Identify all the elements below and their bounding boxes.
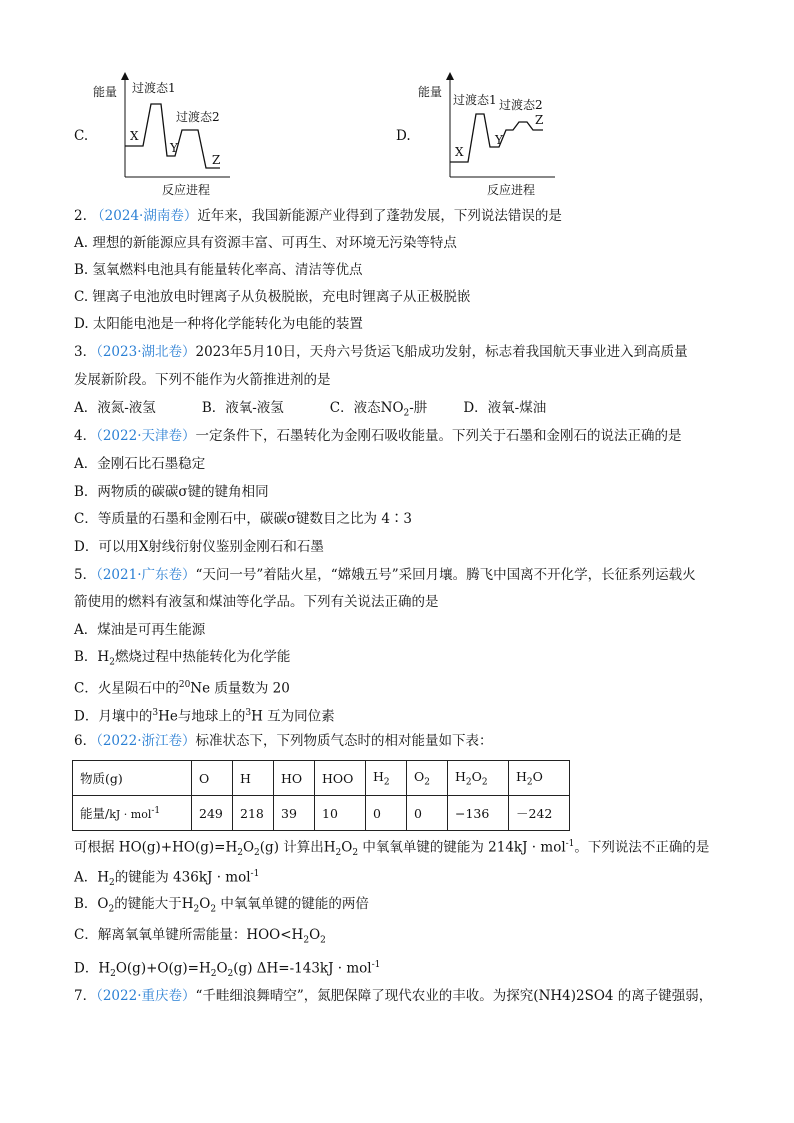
question-3-stem: 3．（2023·湖北卷）2023年5月10日，天舟六号货运飞船成功发射，标志着我国航天事业进入到高质量 <box>74 344 688 360</box>
table-header-cell: 物质(g) <box>73 761 192 796</box>
question-source: （2021·广东卷） <box>96 567 196 583</box>
question-7-stem: 7．（2022·重庆卷）“千畦细浪舞晴空”，氮肥保障了现代农业的丰收。为探究(NH4)2SO4 的离子键强弱， <box>74 988 713 1004</box>
q4-option-a: A．金刚石比石墨稳定 <box>74 456 206 472</box>
option-d-label: D. <box>396 128 411 144</box>
table-cell: $H_2O_2$ <box>448 761 509 796</box>
x-label: X <box>130 129 139 143</box>
table-cell: 249 <box>192 796 233 831</box>
q4-option-b: B．两物质的碳碳σ键的键角相同 <box>74 484 269 500</box>
table-cell: HO <box>274 761 315 796</box>
question-5-stem: 5．（2021·广东卷）“天问一号”着陆火星，“嫦娥五号”采回月壤。腾飞中国离不开化学，长征系列运载火 <box>74 567 696 583</box>
energy-diagram-d <box>415 72 565 197</box>
ts2-label: 过渡态2 <box>176 110 220 124</box>
q6-option-a: A．$H_2$的键能为 436kJ · mol$^{-1}$ <box>74 869 260 889</box>
table-cell: 218 <box>233 796 274 831</box>
table-cell: －242 <box>509 796 570 831</box>
table-cell: $H_2$ <box>366 761 407 796</box>
q2-option-b: B. 氢氧燃料电池具有能量转化率高、清洁等优点 <box>74 262 363 278</box>
question-source: （2023·湖北卷） <box>96 344 196 360</box>
table-cell: $O_2$ <box>407 761 448 796</box>
q2-option-a: A. 理想的新能源应具有资源丰富、可再生、对环境无污染等特点 <box>74 235 457 251</box>
question-4-stem: 4．（2022·天津卷）一定条件下，石墨转化为金刚石吸收能量。下列关于石墨和金刚石的说法正确的是 <box>74 428 682 444</box>
energy-diagram-c <box>90 72 240 197</box>
q4-option-d: D．可以用X射线衍射仪鉴别金刚石和石墨 <box>74 539 324 555</box>
energy-table <box>72 760 570 831</box>
q6-text: 可根据 $HO(g)+HO(g)=H_2O_2(g)$ 计算出$H_2O_2$ 中氧氧单键的键能为 214kJ · mol$^{-1}$。下列说法不正确的是 <box>74 839 710 859</box>
table-cell: H <box>233 761 274 796</box>
y-axis-label: 能量 <box>418 85 443 99</box>
q5-option-b: B．$H_2$燃烧过程中热能转化为化学能 <box>74 649 291 668</box>
question-source: （2024·湖南卷） <box>91 208 198 224</box>
y-label: Y <box>495 133 503 147</box>
table-cell: 10 <box>315 796 366 831</box>
q5-option-c: C．火星陨石中的$^{20}$Ne 质量数为 20 <box>74 680 290 697</box>
table-cell: 0 <box>366 796 407 831</box>
q5-option-a: A．煤油是可再生能源 <box>74 622 206 638</box>
q5-option-d: D．月壤中的$^3$He与地球上的$^3$H 互为同位素 <box>74 708 335 725</box>
q4-option-c: C．等质量的石墨和金刚石中，碳碳σ键数目之比为 4∶3 <box>74 511 413 527</box>
table-header-cell: 能量/kJ · mol$^{-1}$ <box>73 796 192 831</box>
question-2-stem: 2. （2024·湖南卷）近年来，我国新能源产业得到了蓬勃发展，下列说法错误的是 <box>74 208 562 224</box>
q6-option-d: D．$H_2O(g)+O(g)=H_2O_2(g) \Delta H=-143kJ \cdot mol^{-1}$ <box>74 960 381 980</box>
q2-option-c: C. 锂离子电池放电时锂离子从负极脱嵌，充电时锂离子从正极脱嵌 <box>74 289 471 305</box>
x-axis-label: 反应进程 <box>162 183 211 197</box>
q6-option-c: C．解离氧氧单键所需能量：$HOO<H_2O_2$ <box>74 927 326 946</box>
question-source: （2022·浙江卷） <box>96 733 196 749</box>
q2-option-d: D. 太阳能电池是一种将化学能转化为电能的装置 <box>74 316 363 332</box>
table-cell: 0 <box>407 796 448 831</box>
z-label: Z <box>535 113 544 127</box>
table-row <box>73 761 570 796</box>
table-cell: −136 <box>448 796 509 831</box>
question-source: （2022·天津卷） <box>96 428 196 444</box>
table-cell: 39 <box>274 796 315 831</box>
x-axis-label: 反应进程 <box>487 183 536 197</box>
q3-options: A．液氮-液氢 B．液氧-液氢 C．液态$NO_2-$肼 D．液氧-煤油 <box>74 400 547 419</box>
question-5-stem-cont: 箭使用的燃料有液氢和煤油等化学品。下列有关说法正确的是 <box>74 594 439 610</box>
question-3-stem-cont: 发展新阶段。下列不能作为火箭推进剂的是 <box>74 372 331 388</box>
y-axis-label: 能量 <box>93 85 118 99</box>
y-label: Y <box>170 141 178 155</box>
x-label: X <box>455 145 464 159</box>
table-cell: $H_2O$ <box>509 761 570 796</box>
question-6-stem: 6．（2022·浙江卷）标准状态下，下列物质气态时的相对能量如下表： <box>74 733 493 749</box>
ts1-label: 过渡态1 <box>132 81 176 95</box>
option-c-label: C. <box>74 128 89 144</box>
z-label: Z <box>212 153 221 167</box>
q6-option-b: B．$O_2$的键能大于$H_2O_2$ 中氧氧单键的键能的两倍 <box>74 896 369 915</box>
table-row <box>73 796 570 831</box>
ts2-label: 过渡态2 <box>499 98 543 112</box>
table-cell: O <box>192 761 233 796</box>
ts1-label: 过渡态1 <box>453 93 497 107</box>
question-source: （2022·重庆卷） <box>96 988 196 1004</box>
table-cell: HOO <box>315 761 366 796</box>
